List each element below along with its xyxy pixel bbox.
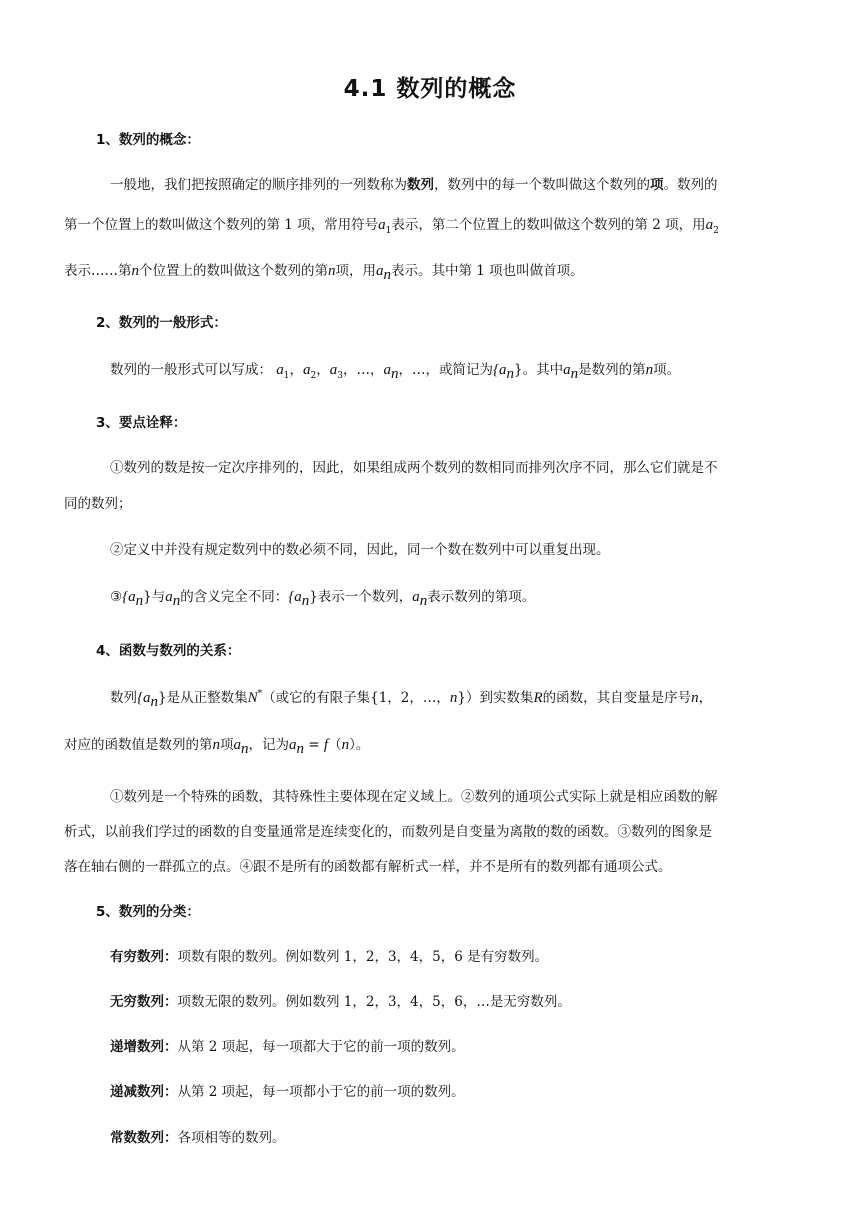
s2-line-1: 数列的一般形式可以写成： $a_1$，$a_2$，$a_3$，…，$a_n$，…，或简记为$\{a_n\}$。其中$a_n$是数列的第n项。 (110, 362, 681, 382)
s3-point-1-line-1: ①数列的数是按一定次序排列的，因此，如果组成两个数列的数相同而排列次序不同，那么它们就是不 (110, 460, 718, 476)
s1-line-2: 第一个位置上的数叫做这个数列的第 1 项，常用符号$a_1$表示，第二个位置上的数叫做这个数列的第 2 项，用$a_2$ (64, 217, 719, 236)
s4-line-1: 数列$\{a_n\}$是从正整数集N*（或它的有限子集{1，2，…，n}）到实数集R的函数，其自变量是序号n， (110, 689, 713, 710)
s3-point-1-line-2: 同的数列； (64, 496, 132, 512)
s4-line-2: 对应的函数值是数列的第n项$a_n$，记为$a_n = f(n)$。 (64, 737, 370, 757)
section-5-heading: 5、数列的分类： (96, 904, 200, 920)
s4-para-line-3: 落在轴右侧的一群孤立的点。④跟不是所有的函数都有解析式一样，并不是所有的数列都有通项公式。 (64, 859, 672, 875)
s4-para-line-2: 析式，以前我们学过的函数的自变量通常是连续变化的，而数列是自变量为离散的数的函数。③数列的图象是 (64, 824, 712, 840)
section-2-heading: 2、数列的一般形式： (96, 315, 227, 331)
list-item: 有穷数列：项数有限的数列。例如数列 1，2，3，4，5，6 是有穷数列。 (110, 949, 549, 965)
section-4-heading: 4、函数与数列的关系： (96, 643, 241, 659)
list-item: 递减数列：从第 2 项起，每一项都小于它的前一项的数列。 (110, 1084, 465, 1100)
list-item: 常数数列：各项相等的数列。 (110, 1130, 286, 1146)
s1-line-1: 一般地，我们把按照确定的顺序排列的一列数称为数列，数列中的每一个数叫做这个数列的项。数列的 (110, 177, 718, 193)
section-1-heading: 1、数列的概念： (96, 132, 200, 148)
page-title: 4.1 数列的概念 (343, 76, 517, 102)
s3-point-2: ②定义中并没有规定数列中的数必须不同，因此，同一个数在数列中可以重复出现。 (110, 542, 610, 558)
list-item: 递增数列：从第 2 项起，每一项都大于它的前一项的数列。 (110, 1039, 465, 1055)
s3-point-3: $③\{a_n\}$与$a_n$的含义完全不同：$\{a_n\}$表示一个数列，$a_n$表示数列的第项。 (110, 589, 536, 609)
list-item: 无穷数列：项数无限的数列。例如数列 1，2，3，4，5，6，…是无穷数列。 (110, 994, 571, 1010)
section-3-heading: 3、要点诠释： (96, 415, 187, 431)
s4-para-line-1: ①数列是一个特殊的函数，其特殊性主要体现在定义域上。②数列的通项公式实际上就是相应函数的解 (110, 789, 718, 805)
s1-line-3: 表示……第n个位置上的数叫做这个数列的第n项，用$a_n$表示。其中第 1 项也叫做首项。 (64, 263, 584, 283)
